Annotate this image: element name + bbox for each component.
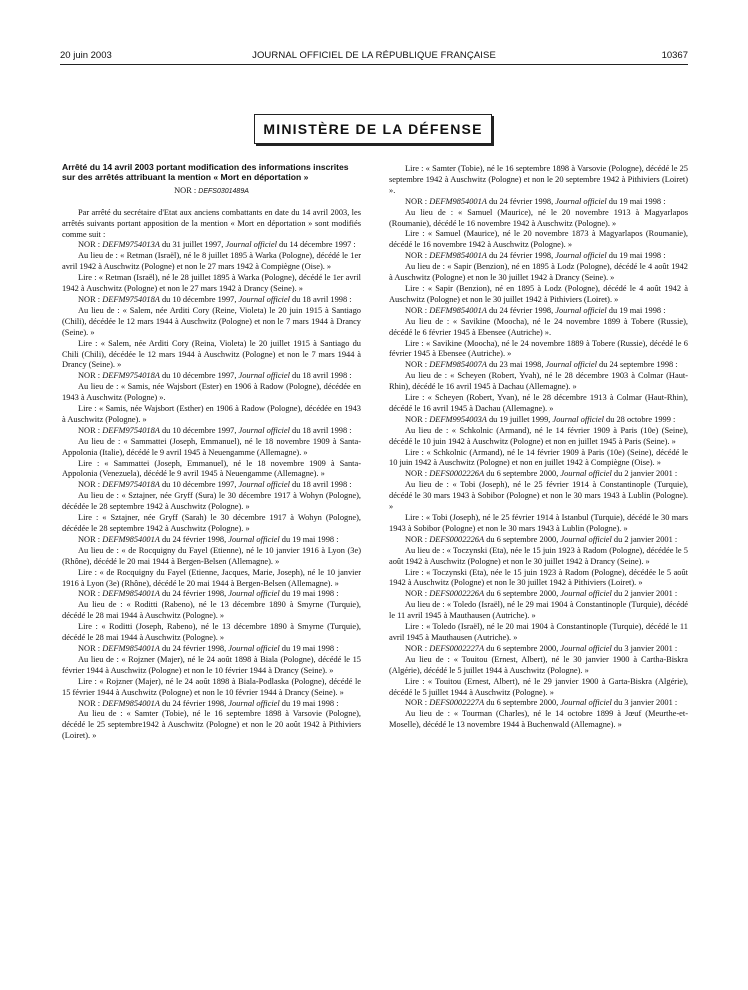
journal-reference: Journal officiel [545, 360, 597, 370]
nor-reference: DEFM9754018A [102, 480, 160, 490]
nor-reference: DEFM9854001A [429, 251, 487, 261]
paragraph-text: du 10 décembre 1997, [159, 425, 239, 435]
entry-paragraph [389, 622, 688, 644]
journal-reference: Journal officiel [228, 534, 280, 544]
paragraph-text: du 24 février 1998, [159, 643, 229, 653]
paragraph-text: du 3 janvier 2001 : [611, 643, 678, 653]
entry-paragraph [389, 393, 688, 415]
paragraph-text: NOR : [78, 425, 103, 435]
journal-reference: Journal officiel [228, 698, 280, 708]
paragraph-text: NOR : [78, 294, 103, 304]
article-title: Arrêté du 14 avril 2003 portant modification des informations inscrites sur des arrêtés attribuant la mention « Mort en déportation » [62, 162, 349, 183]
journal-reference: Journal officiel [228, 589, 280, 599]
paragraph-text: Lire : « Roditti (Joseph, Rabeno), né le 13 décembre 1890 à Smyrne (Turquie), décédé le 28 mai 1944 à Auschwitz (Pologne). » [62, 622, 361, 643]
paragraph-text: du 3 janvier 2001 : [611, 698, 678, 708]
journal-reference: Journal officiel [552, 414, 604, 424]
entry-paragraph [62, 709, 361, 742]
entry-paragraph [389, 480, 688, 513]
running-header [60, 50, 688, 64]
entry-paragraph [62, 240, 361, 251]
entry-paragraph [389, 197, 688, 208]
paragraph-text: Au lieu de : « Samuel (Maurice), né le 20 novembre 1913 à Magyarlapos (Roumanie), décédé le 16 novembre 1942 à Auschwitz (Pologne). » [389, 207, 688, 228]
paragraph-text: Au lieu de : « Toczynski (Eta), née le 15 juin 1923 à Radom (Pologne), décédée le 5 août 1942 à Auschwitz (Pologne) et non le 30 juillet 1942 à Drancy (Seine). » [389, 545, 688, 566]
entry-paragraph [62, 589, 361, 600]
entry-paragraph [62, 371, 361, 382]
paragraph-text: NOR : [78, 698, 103, 708]
paragraph-text: Au lieu de : « Retman (Israël), né le 8 juillet 1895 à Warka (Pologne), décédé le 1er avril 1942 à Auschwitz (Pologne) et non le 27 mars 1942 à Compiègne (Oise). » [62, 251, 361, 272]
nor-reference: DEFS0002226A [429, 589, 485, 599]
paragraph-text: Lire : « Sammattei (Joseph, Emmanuel), né le 18 novembre 1909 à Santa-Appolonia (Venezuela), décédé le 9 avril 1945 à Neuengamme (Allemagne). » [62, 458, 361, 479]
entry-paragraph [62, 480, 361, 491]
paragraph-text: Au lieu de : « Scheyen (Robert, Yvah), né le 28 décembre 1903 à Colmar (Haut-Rhin), décédé le 16 avril 1945 à Dachau (Allemagne). » [389, 371, 688, 392]
journal-reference: Journal officiel [560, 643, 612, 653]
nor-reference: DEFS0002226A [429, 469, 485, 479]
journal-reference: Journal officiel [560, 589, 612, 599]
paragraph-text: du 24 février 1998, [486, 251, 556, 261]
entry-paragraph [389, 568, 688, 590]
entry-paragraph [389, 371, 688, 393]
paragraph-text: Lire : « Rojzner (Majer), né le 24 août 1898 à Biala-Podlaska (Pologne), décédé le 15 février 1944 à Auschwitz (Pologne) et non le 10 février 1944 à Drancy (Seine). » [62, 676, 361, 697]
paragraph-text: Au lieu de : « Salem, née Arditi Cory (Reine, Violeta) le 20 juin 1915 à Santiago (Chili), décédée le 12 mars 1944 à Auschwitz (Pologne) et non le 7 mars 1944 à Drancy (Seine). » [62, 305, 361, 337]
entry-paragraph [62, 339, 361, 372]
paragraph-text: Au lieu de : « Sammattei (Joseph, Emmanuel), né le 18 novembre 1909 à Santa-Appolonia (Italie), décédé le 9 avril 1945 à Neuengamme (Allemagne). » [62, 436, 361, 457]
paragraph-text: NOR : [78, 643, 103, 653]
paragraph-text: du 24 septembre 1998 : [596, 360, 678, 370]
paragraph-text: du 19 mai 1998 : [279, 643, 339, 653]
paragraph-text: du 24 février 1998, [159, 534, 229, 544]
paragraph-text: du 31 juillet 1997, [159, 240, 226, 250]
nor-reference: DEFM9854001A [102, 534, 160, 544]
paragraph-text: Au lieu de : « Samter (Tobie), né le 16 septembre 1898 à Varsovie (Pologne), décédé le 25 septembre1942 à Auschwitz (Pologne) et non le 20 août 1942 à Pithiviers (Loiret). » [62, 709, 361, 741]
paragraph-text: Au lieu de : « Roditti (Rabeno), né le 13 décembre 1890 à Smyrne (Turquie), décédé le 28 mai 1944 à Auschwitz (Pologne). » [62, 600, 361, 621]
paragraph-text: NOR : [405, 360, 430, 370]
paragraph-text: NOR : [405, 196, 430, 206]
paragraph-text: du 19 mai 1998 : [606, 251, 666, 261]
entry-paragraph [389, 415, 688, 426]
nor-reference: DEFS0002227A [429, 643, 485, 653]
paragraph-text: NOR : [405, 698, 430, 708]
paragraph-text: Lire : « Savikine (Moocha), né le 24 novembre 1889 à Tobere (Russie), décédé le 6 février 1945 à Ebensee (Autriche). » [389, 338, 688, 359]
journal-reference: Journal officiel [560, 469, 612, 479]
paragraph-text: Au lieu de : « Tobi (Joseph), né le 25 février 1914 à Constantinople (Turquie), décédé le 30 mars 1943 à Sobibor (Pologne) et non le 30 mars 1943 à Lublin (Pologne). » [389, 480, 688, 512]
paragraph-text: du 6 septembre 2000, [484, 534, 561, 544]
paragraph-text: NOR : [405, 414, 430, 424]
ministry-box: MINISTÈRE DE LA DÉFENSE [254, 114, 492, 144]
journal-reference: Journal officiel [560, 534, 612, 544]
paragraph-text: du 18 avril 1998 : [289, 294, 352, 304]
entry-paragraph [62, 208, 361, 241]
paragraph-text: NOR : [405, 643, 430, 653]
paragraph-text: Lire : « de Rocquigny du Fayel (Etienne, Jacques, Marie, Joseph), né le 10 janvier 1916 à Lyon (3e) (Rhône), décédé le 20 mai 1944 à Bergen-Belsen (Allemagne). » [62, 567, 361, 588]
entry-paragraph [389, 339, 688, 361]
paragraph-text: Lire : « Salem, née Arditi Cory (Reina, Violeta) le 20 juillet 1915 à Santiago du Chili (Chili), décédée le 12 mars 1944 à Auschwitz (Pologne) et non le 7 mars 1944 à Drancy (Seine). » [62, 338, 361, 370]
journal-reference: Journal officiel [238, 480, 290, 490]
paragraph-text: NOR : [78, 534, 103, 544]
entry-paragraph [389, 698, 688, 709]
entry-paragraph [62, 382, 361, 404]
journal-reference: Journal officiel [560, 698, 612, 708]
entry-paragraph [389, 644, 688, 655]
entry-paragraph [389, 546, 688, 568]
entry-paragraph [389, 262, 688, 284]
header-rule [60, 64, 688, 65]
header-page-number: 10367 [661, 50, 688, 61]
journal-reference: Journal officiel [238, 425, 290, 435]
entry-paragraph [389, 448, 688, 470]
header-date: 20 juin 2003 [60, 50, 112, 61]
paragraph-text: du 24 février 1998, [486, 305, 556, 315]
paragraph-text: du 10 décembre 1997, [159, 371, 239, 381]
paragraph-text: Lire : « Scheyen (Robert, Yvan), né le 28 décembre 1913 à Colmar (Haut-Rhin), décédé le 16 avril 1945 à Dachau (Allemagne). » [389, 393, 688, 413]
paragraph-text: du 19 mai 1998 : [279, 589, 339, 599]
paragraph-text: du 19 mai 1998 : [606, 196, 666, 206]
paragraph-text: du 6 septembre 2000, [484, 469, 561, 479]
paragraph-text: Au lieu de : « Sapir (Benzion), né en 1895 à Lodz (Pologne), décédé le 4 août 1942 à Auschwitz (Pologne) et non le 30 juillet 1942 à Drancy (Seine). » [389, 262, 688, 283]
paragraph-text: Au lieu de : « Schkolnic (Armand), né le 14 février 1909 à Paris (10e) (Seine), décédé le 10 juin 1942 à Auschwitz (Pologne) et non en juillet 1945 à Paris (Seine). » [389, 425, 688, 446]
paragraph-text: NOR : [78, 480, 103, 490]
article-nor-code: DEFS0301489A [198, 187, 249, 195]
paragraph-text: du 24 février 1998, [159, 589, 229, 599]
entry-paragraph [389, 317, 688, 339]
entry-paragraph [389, 229, 688, 251]
paragraph-text: Lire : « Tobi (Joseph), né le 25 février 1914 à Istanbul (Turquie), décédé le 30 mars 1943 à Sobibor (Pologne) et non le 30 mars 1943 à Lublin (Pologne). » [389, 513, 688, 533]
entry-paragraph [389, 600, 688, 622]
paragraph-text: du 23 mai 1998, [486, 360, 546, 370]
entry-paragraph [62, 535, 361, 546]
paragraph-text: du 10 décembre 1997, [159, 480, 239, 490]
paragraph-text: NOR : [405, 251, 430, 261]
paragraph-text: du 2 janvier 2001 : [611, 534, 678, 544]
paragraph-text: Lire : « Samis, née Wajsbort (Esther) en 1906 à Radow (Pologne), décédée en 1943 à Auschwitz (Pologne). » [62, 404, 361, 424]
nor-reference: DEFS0002227A [429, 698, 485, 708]
entry-paragraph [389, 164, 688, 197]
entry-paragraph [389, 469, 688, 480]
entry-paragraph [62, 426, 361, 437]
entry-paragraph [62, 273, 361, 295]
paragraph-text: du 6 septembre 2000, [484, 643, 561, 653]
article-nor [62, 186, 361, 198]
paragraph-text: NOR : [405, 305, 430, 315]
paragraph-text: du 14 décembre 1997 : [276, 240, 356, 250]
paragraph-text: Lire : « Samter (Tobie), né le 16 septembre 1898 à Varsovie (Pologne), décédé le 25 septembre 1942 à Auschwitz (Pologne) et non le 20 septembre 1942 à Pithiviers (Loiret) ». [389, 164, 688, 195]
paragraph-text: NOR : [405, 589, 430, 599]
paragraph-text: Au lieu de : « Rojzner (Majer), né le 24 août 1898 à Biala (Pologne), décédé le 15 février 1944 à Auschwitz (Pologne) et non le 10 février 1944 à Drancy (Seine). » [62, 654, 361, 675]
journal-reference: Journal officiel [238, 294, 290, 304]
paragraph-text: Par arrêté du secrétaire d'Etat aux anciens combattants en date du 14 avril 2003, les arrêtés suivants portant apposition de la mention « Mort en déportation » sont modifiés comme suit : [62, 207, 361, 239]
nor-reference: DEFM9854001A [102, 589, 160, 599]
entry-paragraph [389, 251, 688, 262]
header-journal-title: JOURNAL OFFICIEL DE LA RÉPUBLIQUE FRANÇAISE [252, 50, 496, 61]
paragraph-text: NOR : [78, 240, 103, 250]
entry-paragraph [62, 699, 361, 710]
paragraph-text: Au lieu de : « Toledo (Israël), né le 29 mai 1904 à Constantinople (Turquie), décédé le 11 avril 1945 à Mauthausen (Autriche). » [389, 600, 688, 621]
paragraph-text: du 28 octobre 1999 : [603, 414, 676, 424]
paragraph-text: du 19 mai 1998 : [606, 305, 666, 315]
entry-paragraph [389, 589, 688, 600]
paragraph-text: du 19 mai 1998 : [279, 534, 339, 544]
paragraph-text: Au lieu de : « Touitou (Ernest, Albert), né le 30 janvier 1900 à Cartha-Biskra (Algérie), décédé le 5 juillet 1944 à Auschwitz (Pologne). » [389, 654, 688, 675]
paragraph-text: Lire : « Samuel (Maurice), né le 20 novembre 1873 à Magyarlapos (Roumanie), décédé le 16 novembre 1942 à Auschwitz (Pologne). » [389, 229, 688, 250]
nor-reference: DEFM9754018A [102, 425, 160, 435]
paragraph-text: du 18 avril 1998 : [289, 425, 352, 435]
paragraph-text: NOR : [405, 469, 430, 479]
journal-reference: Journal officiel [555, 196, 607, 206]
nor-reference: DEFM9854007A [429, 360, 487, 370]
entry-paragraph [62, 622, 361, 644]
nor-reference: DEFM9754013A [102, 240, 160, 250]
paragraph-text: du 18 avril 1998 : [289, 371, 352, 381]
entry-paragraph [62, 251, 361, 273]
paragraph-text: Lire : « Toczynski (Eta), née le 15 juin 1923 à Radom (Pologne), décédée le 5 août 1942 à Auschwitz (Pologne) et non le 30 juillet 1942 à Pithiviers (Loiret). » [389, 567, 688, 588]
paragraph-text: NOR : [78, 589, 103, 599]
entry-paragraph [62, 677, 361, 699]
paragraph-text: du 6 septembre 2000, [484, 698, 561, 708]
paragraph-text: du 10 décembre 1997, [159, 294, 239, 304]
paragraph-text: Lire : « Sapir (Benzion), né en 1895 à Lodz (Pologne), décédé le 4 août 1942 à Auschwitz (Pologne) et non le 30 juillet 1942 à Pithiviers (Loiret). » [389, 283, 688, 304]
paragraph-text: Lire : « Schkolnic (Armand), né le 14 février 1909 à Paris (10e) (Seine), décédé le 10 juin 1942 à Auschwitz (Pologne) et non en juillet 1942 à Compiègne (Oise). » [389, 447, 688, 468]
journal-reference: Journal officiel [555, 305, 607, 315]
nor-reference: DEFS0002226A [429, 534, 485, 544]
entry-paragraph [389, 426, 688, 448]
article-nor-label: NOR : [174, 185, 197, 195]
entry-paragraph [62, 546, 361, 568]
journal-reference: Journal officiel [238, 371, 290, 381]
paragraph-text: NOR : [405, 534, 430, 544]
entry-paragraph [62, 491, 361, 513]
paragraph-text: Lire : « Touitou (Ernest, Albert), né le 29 janvier 1900 à Garta-Biskra (Algérie), décédé le 5 juillet 1944 à Auschwitz (Pologne). » [389, 676, 688, 697]
left-column-body [62, 208, 361, 742]
left-column [62, 162, 361, 742]
entry-paragraph [389, 677, 688, 699]
paragraph-text: Au lieu de : « Tourman (Charles), né le 14 octobre 1899 à Jœuf (Meurthe-et-Moselle), décédé le 13 novembre 1944 à Buchenwald (Allemagne). » [389, 709, 688, 730]
entry-paragraph [62, 568, 361, 590]
nor-reference: DEFM9954003A [429, 414, 487, 424]
entry-paragraph [389, 513, 688, 535]
entry-paragraph [62, 459, 361, 481]
nor-reference: DEFM9754018A [102, 371, 160, 381]
paragraph-text: Au lieu de : « Savikine (Moocha), né le 24 novembre 1899 à Tobere (Russie), décédé le 6 février 1945 à Ebensee (Autriche) ». [389, 316, 688, 337]
paragraph-text: NOR : [78, 371, 103, 381]
paragraph-text: Au lieu de : « Samis, née Wajsbort (Ester) en 1906 à Radow (Pologne), décédée en 1943 à Auschwitz (Pologne) ». [62, 382, 361, 403]
paragraph-text: du 6 septembre 2000, [484, 589, 561, 599]
entry-paragraph [389, 655, 688, 677]
paragraph-text: du 24 février 1998, [159, 698, 229, 708]
entry-paragraph [62, 306, 361, 339]
entry-paragraph [62, 644, 361, 655]
entry-paragraph [389, 208, 688, 230]
paragraph-text: Lire : « Retman (Israël), né le 28 juillet 1895 à Warka (Pologne), décédé le 1er avril 1942 à Auschwitz (Pologne) et non le 27 mars 1942 à Drancy (Seine). » [62, 273, 361, 294]
nor-reference: DEFM9854001A [102, 643, 160, 653]
paragraph-text: du 24 février 1998, [486, 196, 556, 206]
journal-reference: Journal officiel [228, 643, 280, 653]
journal-reference: Journal officiel [555, 251, 607, 261]
paragraph-text: du 19 juillet 1999, [486, 414, 553, 424]
entry-paragraph [389, 306, 688, 317]
paragraph-text: du 18 avril 1998 : [289, 480, 352, 490]
entry-paragraph [62, 404, 361, 426]
entry-paragraph [62, 600, 361, 622]
paragraph-text: du 19 mai 1998 : [279, 698, 339, 708]
paragraph-text: Au lieu de : « Sztajner, née Gryff (Sura) le 30 décembre 1917 à Wohyn (Pologne), décédée le 28 septembre 1942 à Auschwitz (Pologne). » [62, 491, 361, 512]
paragraph-text: du 2 janvier 2001 : [611, 469, 678, 479]
entry-paragraph [389, 360, 688, 371]
nor-reference: DEFM9854001A [102, 698, 160, 708]
nor-reference: DEFM9854001A [429, 305, 487, 315]
paragraph-text: du 2 janvier 2001 : [611, 589, 678, 599]
entry-paragraph [389, 709, 688, 731]
entry-paragraph [62, 655, 361, 677]
entry-paragraph [62, 295, 361, 306]
right-column-body [389, 164, 688, 731]
entry-paragraph [62, 437, 361, 459]
paragraph-text: Au lieu de : « de Rocquigny du Fayel (Etienne), né le 10 janvier 1916 à Lyon (3e) (Rhône), décédé le 20 mai 1944 à Bergen-Belsen (Allemagne). » [62, 545, 361, 566]
nor-reference: DEFM9754018A [102, 294, 160, 304]
entry-paragraph [62, 513, 361, 535]
entry-paragraph [389, 535, 688, 546]
entry-paragraph [389, 284, 688, 306]
nor-reference: DEFM9854001A [429, 196, 487, 206]
paragraph-text: Lire : « Sztajner, née Gryff (Sarah) le 30 décembre 1917 à Wohyn (Pologne), décédée le 28 septembre 1942 à Auschwitz (Pologne). » [62, 513, 361, 533]
right-column [389, 164, 688, 731]
journal-reference: Journal officiel [225, 240, 277, 250]
paragraph-text: Lire : « Toledo (Israël), né le 20 mai 1904 à Constantinople (Turquie), décédé le 11 avril 1945 à Mauthausen (Autriche). » [389, 622, 688, 642]
